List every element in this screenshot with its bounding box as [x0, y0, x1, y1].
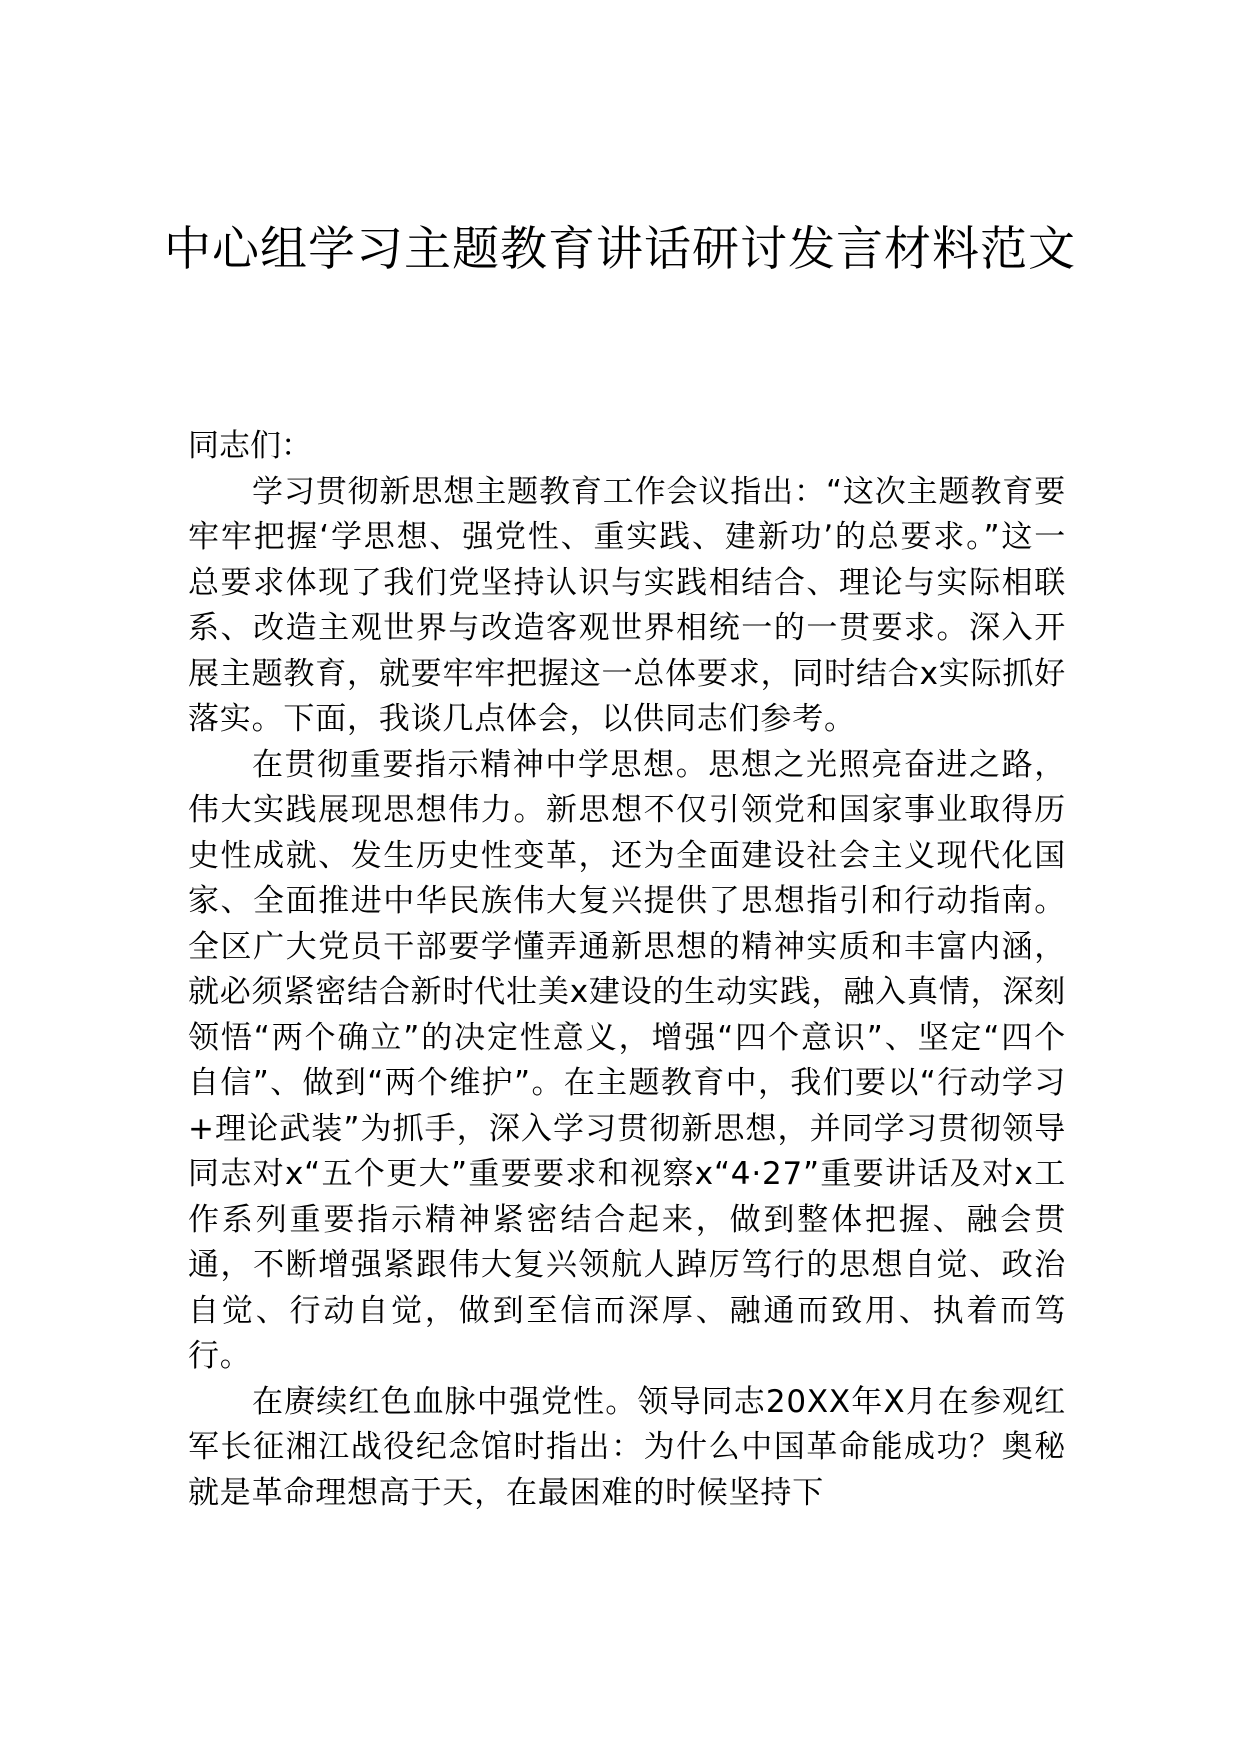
- document-body: [188, 424, 1066, 1516]
- paragraph-2: 在贯彻重要指示精神中学思想。思想之光照亮奋进之路，伟大实践展现思想伟力。新思想不仅引领党和国家事业取得历史性成就、发生历史性变革，还为全面建设社会主义现代化国家、全面推进中华民族伟大复兴提供了思想指引和行动指南。全区广大党员干部要学懂弄通新思想的精神实质和丰富内涵，就必须紧密结合新时代壮美x建设的生动实践，融入真情，深刻领悟“两个确立”的决定性意义，增强“四个意识”、坚定“四个自信”、做到“两个维护”。在主题教育中，我们要以“行动学习+理论武装”为抓手，深入学习贯彻新思想，并同学习贯彻领导同志对x“五个更大”重要要求和视察x“4·27”重要讲话及对x工作系列重要指示精神紧密结合起来，做到整体把握、融会贯通，不断增强紧跟伟大复兴领航人踔厉笃行的思想自觉、政治自觉、行动自觉，做到至信而深厚、融通而致用、执着而笃行。: [188, 746, 1066, 1374]
- paragraph-3: 在赓续红色血脉中强党性。领导同志20XX年X月在参观红军长征湘江战役纪念馆时指出：为什么中国革命能成功？奥秘就是革命理想高于天，在最困难的时候坚持下: [188, 1383, 1066, 1511]
- paragraph-1: 学习贯彻新思想主题教育工作会议指出：“这次主题教育要牢牢把握‘学思想、强党性、重实践、建新功’的总要求。”这一总要求体现了我们党坚持认识与实践相结合、理论与实际相联系、改造主观世界与改造客观世界相统一的一贯要求。深入开展主题教育，就要牢牢把握这一总体要求，同时结合x实际抓好落实。下面，我谈几点体会，以供同志们参考。: [188, 473, 1066, 737]
- salutation: 同志们：: [188, 428, 312, 464]
- document-title: 中心组学习主题教育讲话研讨发言材料范文: [164, 222, 1076, 277]
